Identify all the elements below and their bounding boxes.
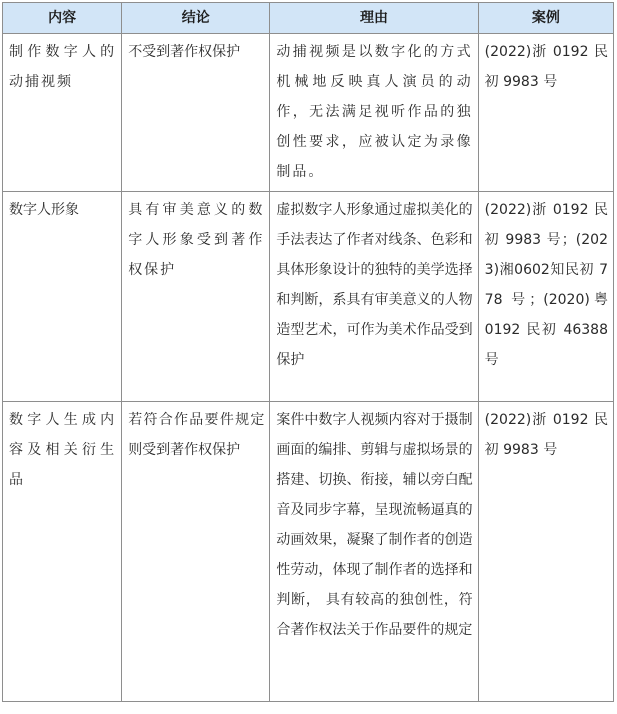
header-row [3, 3, 614, 34]
cell-content: 数字人生成内容及相关衍生品 [3, 402, 122, 702]
cell-conclusion: 不受到著作权保护 [122, 34, 270, 192]
table-body [3, 34, 614, 702]
cell-case: (2022)浙 0192 民初 9983 号；(2023)湘0602知民初 778 号；(2020)粤 0192 民初 46388 号 [478, 192, 613, 402]
cell-conclusion: 若符合作品要件规定则受到著作权保护 [122, 402, 270, 702]
header-conclusion: 结论 [122, 3, 270, 34]
header-reason: 理由 [270, 3, 478, 34]
cell-content: 数字人形象 [3, 192, 122, 402]
cell-reason: 动捕视频是以数字化的方式机械地反映真人演员的动作，无法满足视听作品的独创性要求，应被认定为录像制品。 [270, 34, 478, 192]
table-header [3, 3, 614, 34]
header-case: 案例 [478, 3, 613, 34]
table-row [3, 402, 614, 702]
table-row [3, 192, 614, 402]
cell-reason: 虚拟数字人形象通过虚拟美化的手法表达了作者对线条、色彩和具体形象设计的独特的美学选择和判断，系具有审美意义的人物造型艺术，可作为美术作品受到保护 [270, 192, 478, 402]
cell-case: (2022)浙 0192 民初 9983 号 [478, 402, 613, 702]
comparison-table [2, 2, 614, 702]
cell-conclusion: 具有审美意义的数字人形象受到著作权保护 [122, 192, 270, 402]
cell-content: 制作数字人的动捕视频 [3, 34, 122, 192]
table-row [3, 34, 614, 192]
cell-reason: 案件中数字人视频内容对于摄制画面的编排、剪辑与虚拟场景的搭建、切换、衔接，辅以旁白配音及同步字幕，呈现流畅逼真的动画效果，凝聚了制作者的创造性劳动，体现了制作者的选择和判断， 具有较高的独创性，符合著作权法关于作品要件的规定 [270, 402, 478, 702]
cell-case: (2022)浙 0192 民初 9983 号 [478, 34, 613, 192]
header-content: 内容 [3, 3, 122, 34]
